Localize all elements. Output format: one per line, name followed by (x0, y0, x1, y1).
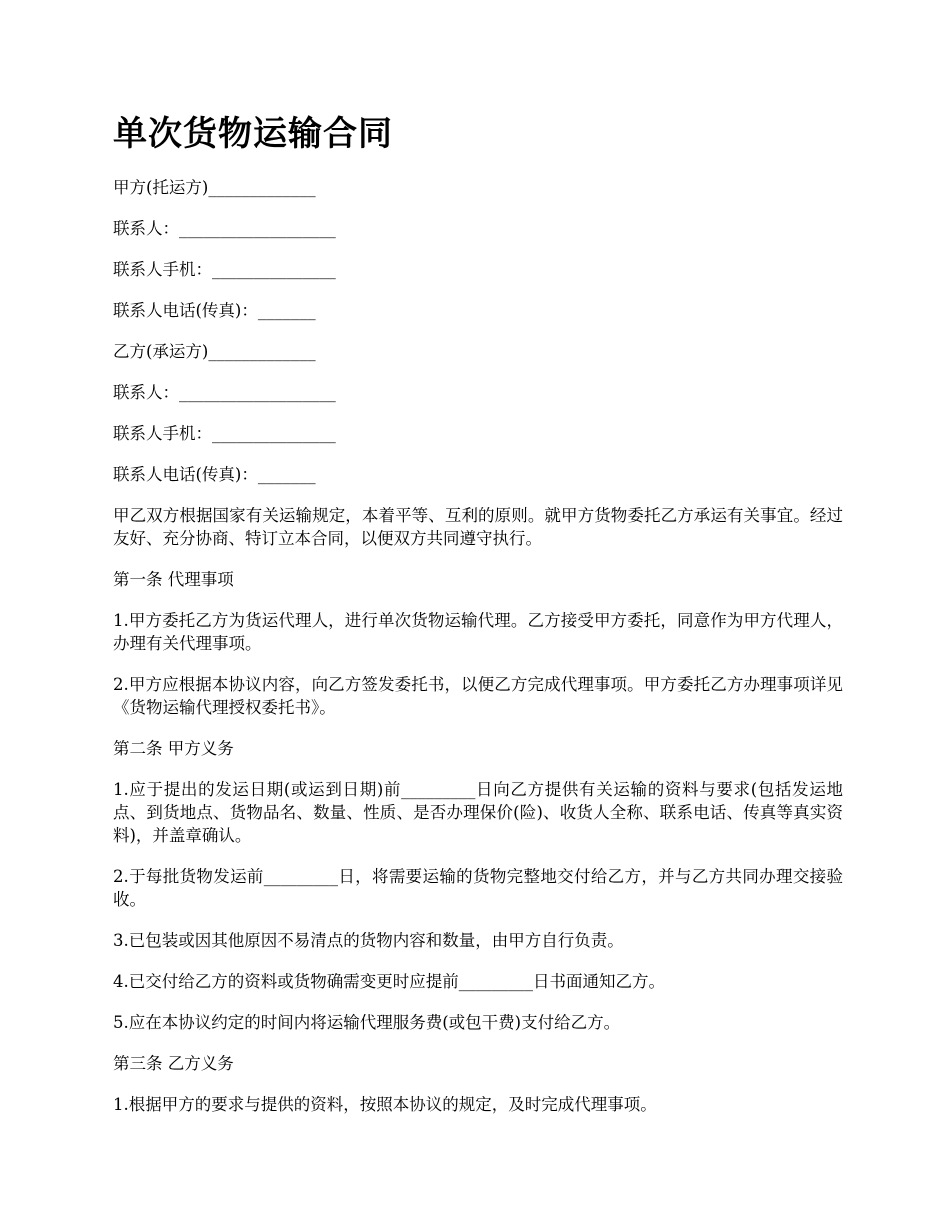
article-1-heading: 第一条 代理事项 (113, 570, 234, 589)
article-1-clause-1: 1.甲方委托乙方为货运代理人，进行单次货物运输代理。乙方接受甲方委托，同意作为甲方代理人，办理有关代理事项。 (113, 611, 843, 653)
article-2-clause-5: 5.应在本协议约定的时间内将运输代理服务费(或包干费)支付给乙方。 (113, 1013, 621, 1032)
party-b-contact-line: 联系人：___________________ (113, 383, 336, 402)
article-3-clause-1: 1.根据甲方的要求与提供的资料，按照本协议的规定，及时完成代理事项。 (113, 1095, 657, 1114)
article-3-heading: 第三条 乙方义务 (113, 1054, 234, 1073)
article-2-clause-2: 2.于每批货物发运前_________日，将需要运输的货物完整地交付给乙方，并与乙方共同办理交接验收。 (113, 867, 843, 909)
article-2-heading: 第二条 甲方义务 (113, 739, 234, 758)
party-a-phone-fax-line: 联系人电话(传真)：_______ (113, 301, 316, 320)
party-a-name-line: 甲方(托运方)_____________ (113, 178, 316, 197)
article-1-clause-2: 2.甲方应根据本协议内容，向乙方签发委托书，以便乙方完成代理事项。甲方委托乙方办理事项详见《货物运输代理授权委托书》。 (113, 675, 843, 717)
document-page (113, 108, 843, 1134)
preamble-paragraph: 甲乙双方根据国家有关运输规定，本着平等、互利的原则。就甲方货物委托乙方承运有关事宜。经过友好、充分协商、特订立本合同，以便双方共同遵守执行。 (113, 506, 843, 548)
party-b-name-line: 乙方(承运方)_____________ (113, 342, 316, 361)
article-2-clause-4: 4.已交付给乙方的资料或货物确需变更时应提前_________日书面通知乙方。 (113, 972, 665, 991)
article-2-clause-3: 3.已包装或因其他原因不易清点的货物内容和数量，由甲方自行负责。 (113, 931, 624, 950)
party-b-mobile-line: 联系人手机：_______________ (113, 424, 336, 443)
document-title: 单次货物运输合同 (113, 114, 393, 154)
party-a-mobile-line: 联系人手机：_______________ (113, 260, 336, 279)
party-a-contact-line: 联系人：___________________ (113, 219, 336, 238)
party-b-phone-fax-line: 联系人电话(传真)：_______ (113, 465, 316, 484)
article-2-clause-1: 1.应于提出的发运日期(或运到日期)前_________日向乙方提供有关运输的资料与要求(包括发运地点、到货地点、货物品名、数量、性质、是否办理保价(险)、收货人全称、联系电话、传真等真实资料)，并盖章确认。 (113, 780, 843, 845)
